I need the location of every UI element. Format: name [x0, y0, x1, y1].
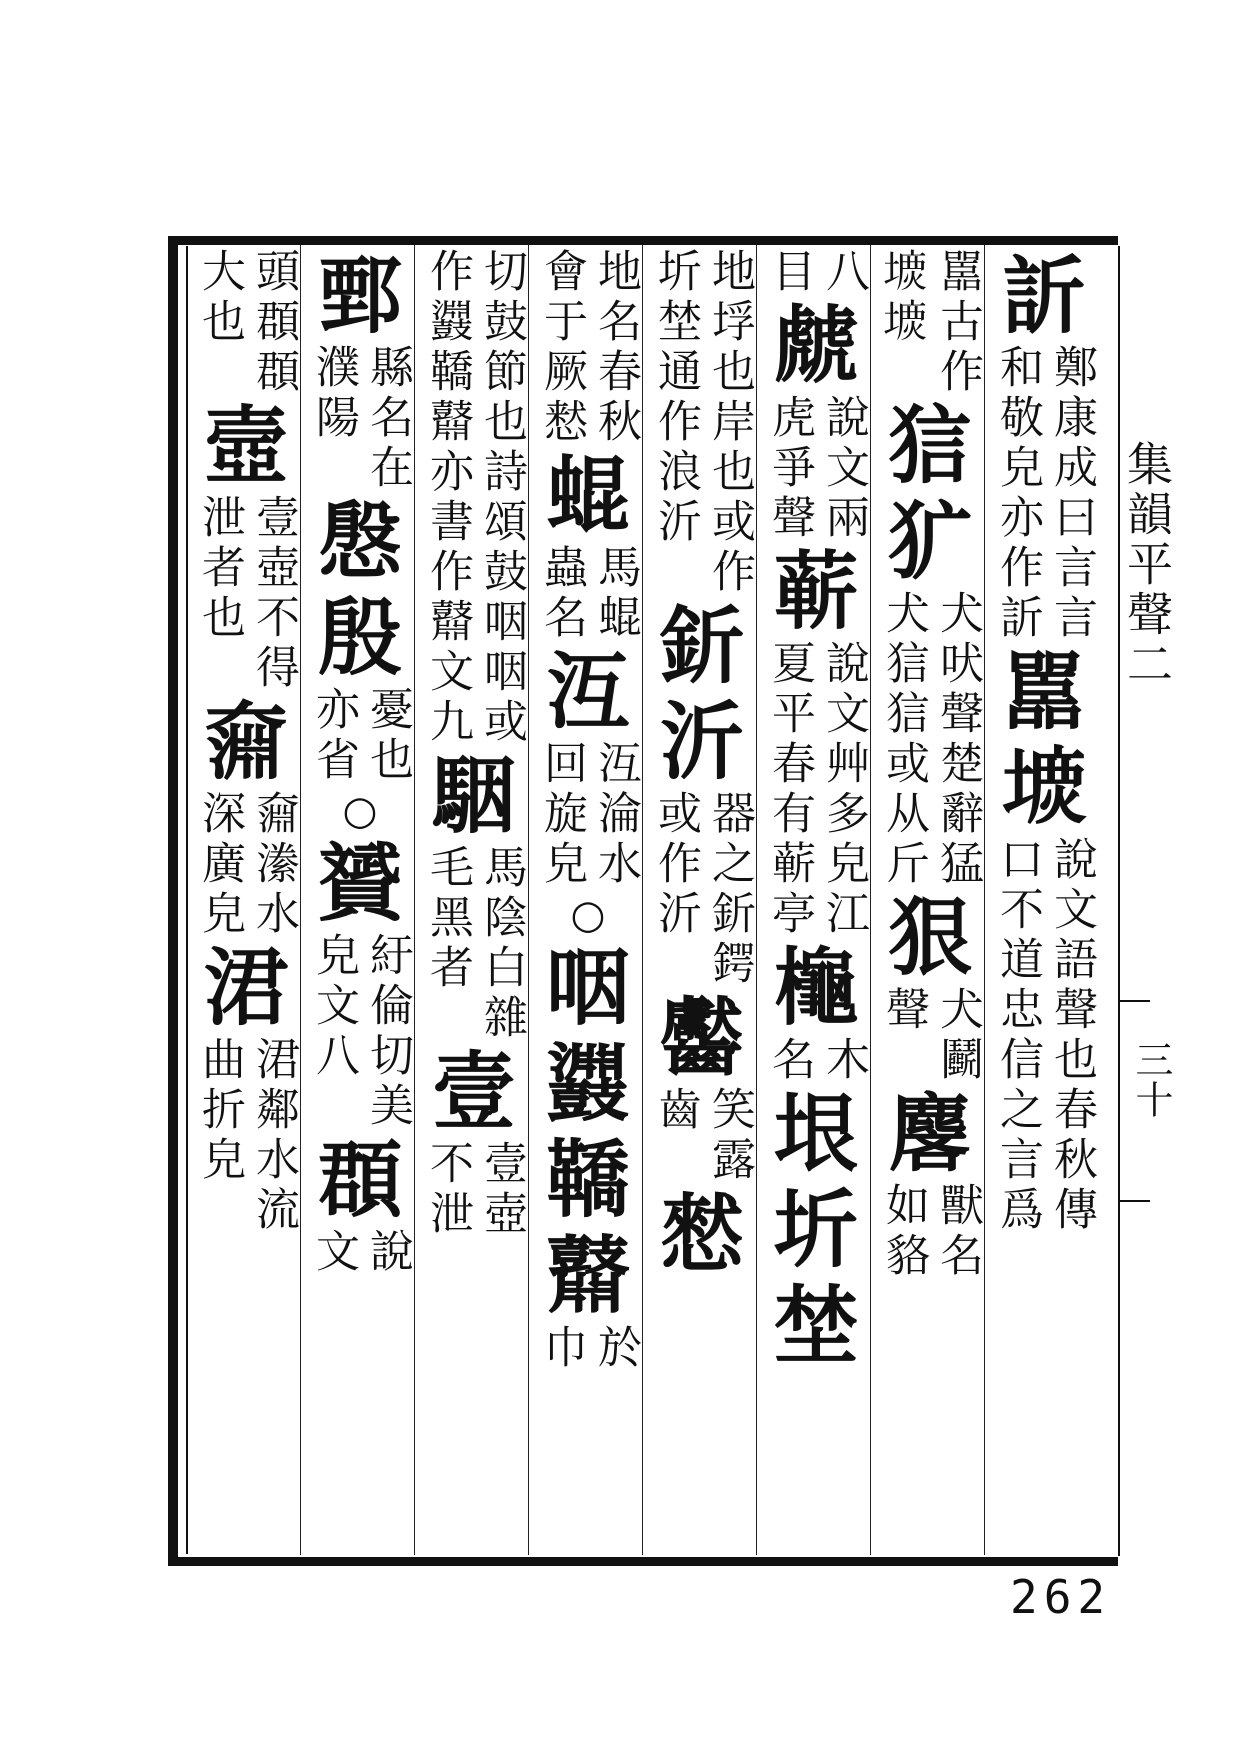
- annotation-line: 會于厥慭: [536, 248, 587, 448]
- annotation-line: 說文艸多皃江: [818, 640, 869, 940]
- column-rule: [984, 245, 985, 1555]
- headword: 圻: [773, 1180, 858, 1279]
- annotation-line: 口不道忠信之言爲: [992, 836, 1043, 1236]
- margin-tick: [1118, 1000, 1150, 1002]
- annotation-line: 深廣皃: [194, 790, 245, 940]
- annotation: [877, 248, 983, 398]
- headword: 麐: [887, 1084, 972, 1183]
- annotation-line: 說文兩: [818, 394, 869, 544]
- annotation: [877, 1182, 983, 1282]
- annotation-line: 𡐝𡐝: [878, 248, 929, 348]
- text-column: [192, 248, 300, 1548]
- annotation: [763, 248, 869, 298]
- annotation-line: 如貉: [878, 1182, 929, 1282]
- annotation-line: 目: [764, 248, 815, 298]
- annotation-line: 大也: [194, 248, 245, 348]
- annotation-line: 馬蜫: [590, 544, 641, 644]
- annotation-line: 犬吠聲楚辭猛: [932, 590, 983, 890]
- text-column: [762, 248, 870, 1548]
- annotation: [535, 740, 641, 890]
- annotation: [307, 932, 413, 1132]
- headword: 鼘: [545, 1226, 630, 1325]
- annotation-line: 涒鄰水流: [248, 1036, 299, 1236]
- inner-border-rule: [186, 246, 188, 1554]
- annotation-line: 文: [308, 1228, 359, 1278]
- headword: 駰: [431, 746, 516, 845]
- annotation-line: 馬陰白雜: [476, 844, 527, 1044]
- annotation-line: 紆倫切美: [362, 932, 413, 1132]
- annotation-line: 說: [362, 1228, 413, 1278]
- annotation-line: 不泄: [422, 1140, 473, 1240]
- annotation-line: 犬鬬: [932, 986, 983, 1086]
- annotation-line: 和敬皃亦作訢: [992, 344, 1043, 644]
- headword: 沍: [545, 642, 630, 741]
- annotation-line: 泄者也: [194, 494, 245, 644]
- annotation-line: 八: [818, 248, 869, 298]
- column-rule: [414, 245, 415, 1555]
- headword: 壼: [203, 396, 288, 495]
- text-column: [876, 248, 984, 1548]
- annotation-line: 犬狺狺或从斤: [878, 590, 929, 890]
- annotation-line: 鄭康成曰言言: [1046, 344, 1097, 644]
- annotation-line: 於: [590, 1324, 641, 1374]
- column-rule: [528, 245, 529, 1555]
- headword: 奫: [203, 692, 288, 791]
- annotation: [421, 248, 527, 748]
- annotation-line: 皃文八: [308, 932, 359, 1082]
- annotation-line: 蟲名: [536, 544, 587, 644]
- headword: 齾: [659, 988, 744, 1087]
- headword: 嚚: [1001, 642, 1086, 741]
- annotation-line: 濮陽: [308, 344, 359, 444]
- annotation: [307, 686, 413, 786]
- annotation-line: 獸名: [932, 1182, 983, 1282]
- headword: 贇: [317, 834, 402, 933]
- annotation-line: 頭頵頵: [248, 248, 299, 398]
- annotation-line: 聲: [878, 986, 929, 1036]
- annotation-line: 毛黑者: [422, 844, 473, 994]
- annotation: [877, 986, 983, 1086]
- annotation-line: 名: [764, 1036, 815, 1086]
- annotation: [649, 1086, 755, 1186]
- annotation: [193, 248, 299, 398]
- text-column: [990, 248, 1098, 1548]
- headword: 憖: [659, 1184, 744, 1283]
- headword: 垠: [773, 1084, 858, 1183]
- annotation-line: 地垺也岸也或作: [704, 248, 755, 598]
- annotation-line: 齒: [650, 1086, 701, 1136]
- annotation: [421, 1140, 527, 1240]
- annotation: [535, 248, 641, 448]
- annotation-line: 虎爭聲: [764, 394, 815, 544]
- annotation: [763, 1036, 869, 1086]
- annotation: [991, 836, 1097, 1236]
- headword: 狠: [887, 888, 972, 987]
- page-number: 262: [1010, 1570, 1112, 1624]
- annotation-line: 沍淪水: [590, 740, 641, 890]
- headword: 犷: [887, 492, 972, 591]
- headword: 鼝: [545, 1034, 630, 1133]
- annotation-line: 切鼓節也詩頌鼓咽咽或: [476, 248, 527, 748]
- annotation-line: 憂也: [362, 686, 413, 786]
- margin-folio: 三十: [1129, 1040, 1173, 1120]
- annotation-line: 曲折皃: [194, 1036, 245, 1186]
- column-rule: [870, 245, 871, 1555]
- annotation: [649, 790, 755, 990]
- headword: 殷: [317, 588, 402, 687]
- annotation: [421, 844, 527, 1044]
- text-column: [534, 248, 642, 1548]
- headword: 蕲: [773, 542, 858, 641]
- headword: 釿: [659, 596, 744, 695]
- annotation: [763, 640, 869, 940]
- annotation-line: 縣名在: [362, 344, 413, 494]
- annotation-line: 圻埜通作浪沂: [650, 248, 701, 548]
- text-column: [306, 248, 414, 1548]
- annotation-line: 嚚古作: [932, 248, 983, 398]
- annotation-line: 壹壺不得: [248, 494, 299, 694]
- section-circle-mark: ○: [342, 788, 378, 834]
- column-rule: [300, 245, 301, 1555]
- annotation-line: 壹壺: [476, 1140, 527, 1240]
- headword: 訢: [1001, 246, 1086, 345]
- text-column: [648, 248, 756, 1548]
- headword: 沂: [659, 692, 744, 791]
- annotation-line: 亦省: [308, 686, 359, 786]
- headword: 頵: [317, 1130, 402, 1229]
- annotation-line: 奫潫水: [248, 790, 299, 940]
- headword: 埜: [773, 1276, 858, 1375]
- annotation: [307, 1228, 413, 1278]
- annotation: [193, 494, 299, 694]
- annotation-line: 回旋皃: [536, 740, 587, 890]
- annotation-line: 或作沂: [650, 790, 701, 940]
- headword: 慇: [317, 492, 402, 591]
- margin-book-title: 集韻平聲二: [1120, 440, 1174, 690]
- annotation: [535, 544, 641, 644]
- headword: 虤: [773, 296, 858, 395]
- headword: 鄄: [317, 246, 402, 345]
- annotation-line: 說文語聲也春秋傳: [1046, 836, 1097, 1236]
- annotation-line: 木: [818, 1036, 869, 1086]
- headword: 涒: [203, 938, 288, 1037]
- annotation-line: 夏平春有蕲亭: [764, 640, 815, 940]
- annotation: [763, 394, 869, 544]
- annotation-line: 巾: [536, 1324, 587, 1374]
- margin-tick: [1118, 1200, 1150, 1202]
- annotation-line: 地名春秋: [590, 248, 641, 448]
- annotation-line: 作鼝鞽鼘亦書作鼘文九: [422, 248, 473, 748]
- section-circle-mark: ○: [570, 892, 606, 938]
- annotation: [307, 344, 413, 494]
- column-rule: [642, 245, 643, 1555]
- annotation: [877, 590, 983, 890]
- annotation: [535, 1324, 641, 1374]
- headword: 壹: [431, 1042, 516, 1141]
- annotation: [193, 1036, 299, 1236]
- annotation-line: 器之釿鍔: [704, 790, 755, 990]
- headword: 鞽: [545, 1130, 630, 1229]
- headword: 蜫: [545, 446, 630, 545]
- annotation: [991, 344, 1097, 644]
- headword: 𡐝: [1001, 738, 1086, 837]
- annotation: [649, 248, 755, 598]
- headword: 櫷: [773, 938, 858, 1037]
- headword: 咽: [545, 938, 630, 1037]
- headword: 狺: [887, 396, 972, 495]
- column-rule: [756, 245, 757, 1555]
- annotation-line: 笑露: [704, 1086, 755, 1186]
- text-column: [420, 248, 528, 1548]
- annotation: [193, 790, 299, 940]
